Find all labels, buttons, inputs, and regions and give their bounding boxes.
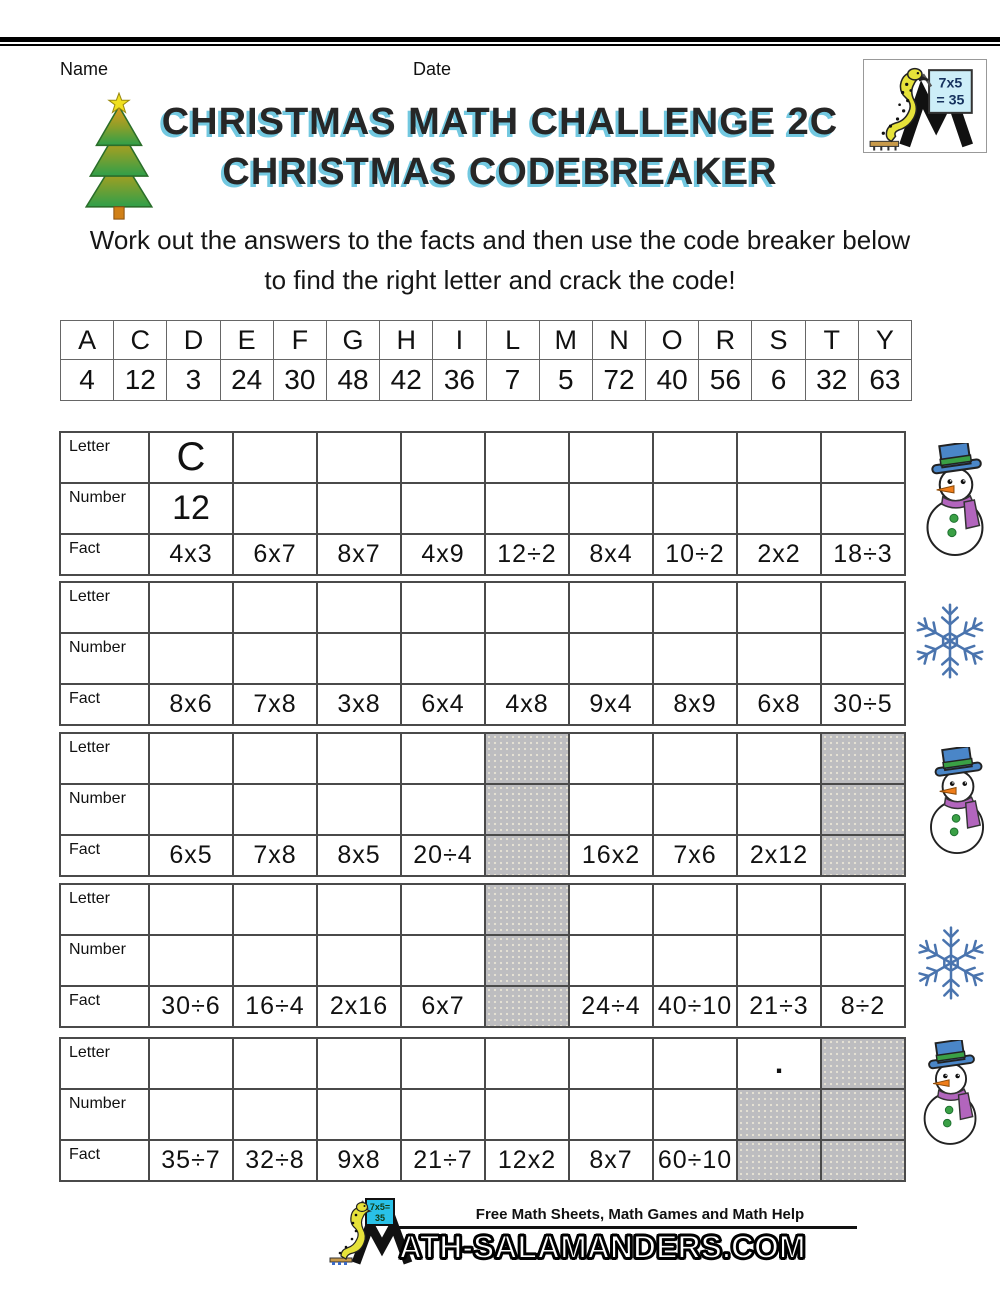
letter-cell [653,1038,737,1089]
fact-cell: 8÷2 [821,986,905,1027]
letter-cell [821,1038,905,1089]
footer-tagline: Free Math Sheets, Math Games and Math Help [475,1206,805,1223]
letter-cell [317,1038,401,1089]
code-numbers-row [61,360,912,401]
letter-row [60,884,905,935]
letter-cell [737,884,821,935]
code-number-cell: 63 [858,360,911,401]
number-cell [485,1089,569,1140]
fact-cell: 4x9 [401,534,485,575]
letter-cell [737,733,821,784]
code-number-cell: 4 [61,360,114,401]
code-letter-cell: E [220,321,273,360]
number-cell [653,633,737,684]
number-row [60,935,905,986]
fact-cell: 2x12 [737,835,821,876]
number-cell [233,1089,317,1140]
letter-cell [821,884,905,935]
letter-row-label: Letter [60,432,149,483]
code-number-cell: 5 [539,360,592,401]
number-cell [149,935,233,986]
number-cell [737,483,821,534]
number-row-label: Number [60,784,149,835]
code-letter-cell: A [61,321,114,360]
number-cell [653,935,737,986]
fact-cell: 10÷2 [653,534,737,575]
letter-cell [653,733,737,784]
code-letter-cell: C [114,321,167,360]
fact-row-label: Fact [60,1140,149,1181]
fact-cell: 7x8 [233,835,317,876]
instructions-line1: Work out the answers to the facts and then use the code breaker below [89,225,911,255]
fact-row [60,986,905,1027]
answer-table-1 [59,431,906,576]
number-cell [569,483,653,534]
snowflake-icon [908,920,994,1006]
number-cell [149,784,233,835]
page-title: CHRISTMAS MATH CHALLENGE 2C [161,101,839,143]
number-cell [317,633,401,684]
number-cell [317,1089,401,1140]
code-number-cell: 32 [805,360,858,401]
number-cell [821,784,905,835]
letter-cell [653,432,737,483]
letter-cell [401,884,485,935]
number-row [60,633,905,684]
fact-cell: 30÷6 [149,986,233,1027]
code-letters-row [61,321,912,360]
code-number-cell: 72 [592,360,645,401]
letter-cell [569,582,653,633]
fact-cell: 21÷7 [401,1140,485,1181]
fact-cell: 35÷7 [149,1140,233,1181]
number-cell [233,483,317,534]
fact-cell: 6x7 [233,534,317,575]
letter-cell: . [737,1038,821,1089]
letter-cell [149,582,233,633]
fact-cell: 24÷4 [569,986,653,1027]
snowman-decoration [918,1040,984,1146]
letter-row [60,432,905,483]
number-cell [569,784,653,835]
fact-cell: 6x5 [149,835,233,876]
code-letter-cell: L [486,321,539,360]
letter-cell [233,582,317,633]
number-cell [653,1089,737,1140]
number-row [60,1089,905,1140]
fact-cell: 6x7 [401,986,485,1027]
number-cell [821,483,905,534]
fact-cell: 8x9 [653,684,737,725]
fact-row-label: Fact [60,534,149,575]
number-cell [401,784,485,835]
number-cell [317,483,401,534]
number-cell [233,784,317,835]
letter-cell: C [149,432,233,483]
code-number-cell: 48 [326,360,379,401]
number-cell [233,935,317,986]
letter-cell [317,432,401,483]
code-letter-cell: M [539,321,592,360]
code-letter-cell: G [326,321,379,360]
number-row-label: Number [60,1089,149,1140]
snowman-decoration [924,747,992,855]
fact-cell: 8x5 [317,835,401,876]
number-cell [653,483,737,534]
letter-cell [149,733,233,784]
snowman-icon [924,747,992,855]
fact-cell: 7x6 [653,835,737,876]
number-cell [569,1089,653,1140]
letter-cell [569,884,653,935]
fact-cell: 32÷8 [233,1140,317,1181]
fact-cell: 8x6 [149,684,233,725]
code-number-cell: 3 [167,360,220,401]
fact-cell: 2x2 [737,534,821,575]
fact-cell: 9x8 [317,1140,401,1181]
fact-cell: 18÷3 [821,534,905,575]
code-letter-cell: H [380,321,433,360]
number-cell [401,1089,485,1140]
code-number-cell: 6 [752,360,805,401]
snowflake-decoration [908,920,994,1006]
fact-cell [737,1140,821,1181]
instructions-line2: to find the right letter and crack the code! [264,265,736,295]
letter-cell [485,1038,569,1089]
code-number-cell: 40 [646,360,699,401]
letter-cell [569,733,653,784]
snowman-icon [920,443,992,557]
code-number-cell: 12 [114,360,167,401]
code-letter-cell: F [273,321,326,360]
number-cell [485,784,569,835]
number-row-label: Number [60,633,149,684]
number-cell [317,935,401,986]
fact-row [60,534,905,575]
letter-row-label: Letter [60,733,149,784]
number-row [60,784,905,835]
logo-board-line1: 7x5 [938,75,963,92]
number-cell [653,784,737,835]
number-cell [149,1089,233,1140]
number-cell [737,1089,821,1140]
letter-cell [233,1038,317,1089]
letter-cell [233,884,317,935]
letter-cell [485,582,569,633]
answer-table-5 [59,1037,906,1182]
footer-board-line2: 35 [374,1213,386,1223]
number-cell [317,784,401,835]
fact-cell: 60÷10 [653,1140,737,1181]
letter-cell [233,733,317,784]
fact-cell: 8x7 [317,534,401,575]
number-cell [737,784,821,835]
number-row-label: Number [60,483,149,534]
number-cell [821,633,905,684]
code-number-cell: 7 [486,360,539,401]
number-cell [401,633,485,684]
number-cell: 12 [149,483,233,534]
number-cell [401,935,485,986]
fact-row [60,684,905,725]
code-letter-cell: T [805,321,858,360]
code-letter-cell: Y [858,321,911,360]
letter-row [60,733,905,784]
fact-cell: 4x8 [485,684,569,725]
snowflake-icon [906,597,994,685]
code-key-table [60,320,912,401]
letter-cell [737,582,821,633]
code-number-cell: 24 [220,360,273,401]
number-cell [233,633,317,684]
number-row-label: Number [60,935,149,986]
letter-cell [569,1038,653,1089]
code-number-cell: 30 [273,360,326,401]
logo-board-line2: = 35 [936,92,965,109]
number-cell [569,633,653,684]
letter-cell [149,1038,233,1089]
fact-cell: 16÷4 [233,986,317,1027]
fact-cell: 9x4 [569,684,653,725]
code-number-cell: 42 [380,360,433,401]
fact-cell: 6x4 [401,684,485,725]
fact-row [60,1140,905,1181]
letter-row [60,582,905,633]
answer-table-4 [59,883,906,1028]
top-rule-thin [0,44,1000,46]
letter-row-label: Letter [60,884,149,935]
fact-cell [821,1140,905,1181]
number-cell [737,935,821,986]
letter-cell [653,582,737,633]
letter-cell [401,1038,485,1089]
letter-cell [401,733,485,784]
fact-cell: 16x2 [569,835,653,876]
letter-cell [821,582,905,633]
code-letter-cell: D [167,321,220,360]
page-subtitle: CHRISTMAS CODEBREAKER [222,151,778,193]
code-letter-cell: N [592,321,645,360]
letter-cell [821,733,905,784]
number-cell [569,935,653,986]
number-cell [149,633,233,684]
fact-cell: 20÷4 [401,835,485,876]
letter-cell [485,733,569,784]
fact-row-label: Fact [60,986,149,1027]
letter-cell [737,432,821,483]
fact-cell: 4x3 [149,534,233,575]
footer-board-line1: 7x5= [369,1202,391,1212]
snowman-decoration [920,443,992,557]
code-number-cell: 36 [433,360,486,401]
fact-cell: 12÷2 [485,534,569,575]
fact-cell: 12x2 [485,1140,569,1181]
snowflake-decoration [906,597,994,685]
letter-cell [401,582,485,633]
fact-cell [485,835,569,876]
number-cell [485,935,569,986]
code-letter-cell: I [433,321,486,360]
code-letter-cell: R [699,321,752,360]
number-cell [401,483,485,534]
number-row [60,483,905,534]
letter-cell [821,432,905,483]
number-cell [485,633,569,684]
fact-cell [485,986,569,1027]
number-cell [821,1089,905,1140]
fact-cell: 3x8 [317,684,401,725]
letter-cell [653,884,737,935]
fact-cell: 7x8 [233,684,317,725]
number-cell [485,483,569,534]
fact-cell: 8x7 [569,1140,653,1181]
letter-cell [233,432,317,483]
fact-cell: 2x16 [317,986,401,1027]
letter-cell [317,582,401,633]
letter-cell [149,884,233,935]
number-cell [821,935,905,986]
answer-table-2 [59,581,906,726]
fact-cell: 21÷3 [737,986,821,1027]
fact-row [60,835,905,876]
code-letter-cell: S [752,321,805,360]
fact-cell: 30÷5 [821,684,905,725]
date-label: Date [413,59,452,79]
answer-table-3 [59,732,906,877]
number-cell [737,633,821,684]
snowman-icon [918,1040,984,1146]
letter-row-label: Letter [60,582,149,633]
letter-row-label: Letter [60,1038,149,1089]
top-rule [0,37,1000,42]
letter-cell [485,884,569,935]
fact-cell: 40÷10 [653,986,737,1027]
letter-row [60,1038,905,1089]
code-number-cell: 56 [699,360,752,401]
code-letter-cell: O [646,321,699,360]
letter-cell [485,432,569,483]
fact-row-label: Fact [60,684,149,725]
footer-site-text: ATH-SALAMANDERS.COM [399,1229,806,1265]
letter-cell [569,432,653,483]
fact-cell: 6x8 [737,684,821,725]
fact-cell [821,835,905,876]
fact-cell: 8x4 [569,534,653,575]
letter-cell [401,432,485,483]
fact-row-label: Fact [60,835,149,876]
name-label: Name [60,59,109,79]
letter-cell [317,733,401,784]
letter-cell [317,884,401,935]
